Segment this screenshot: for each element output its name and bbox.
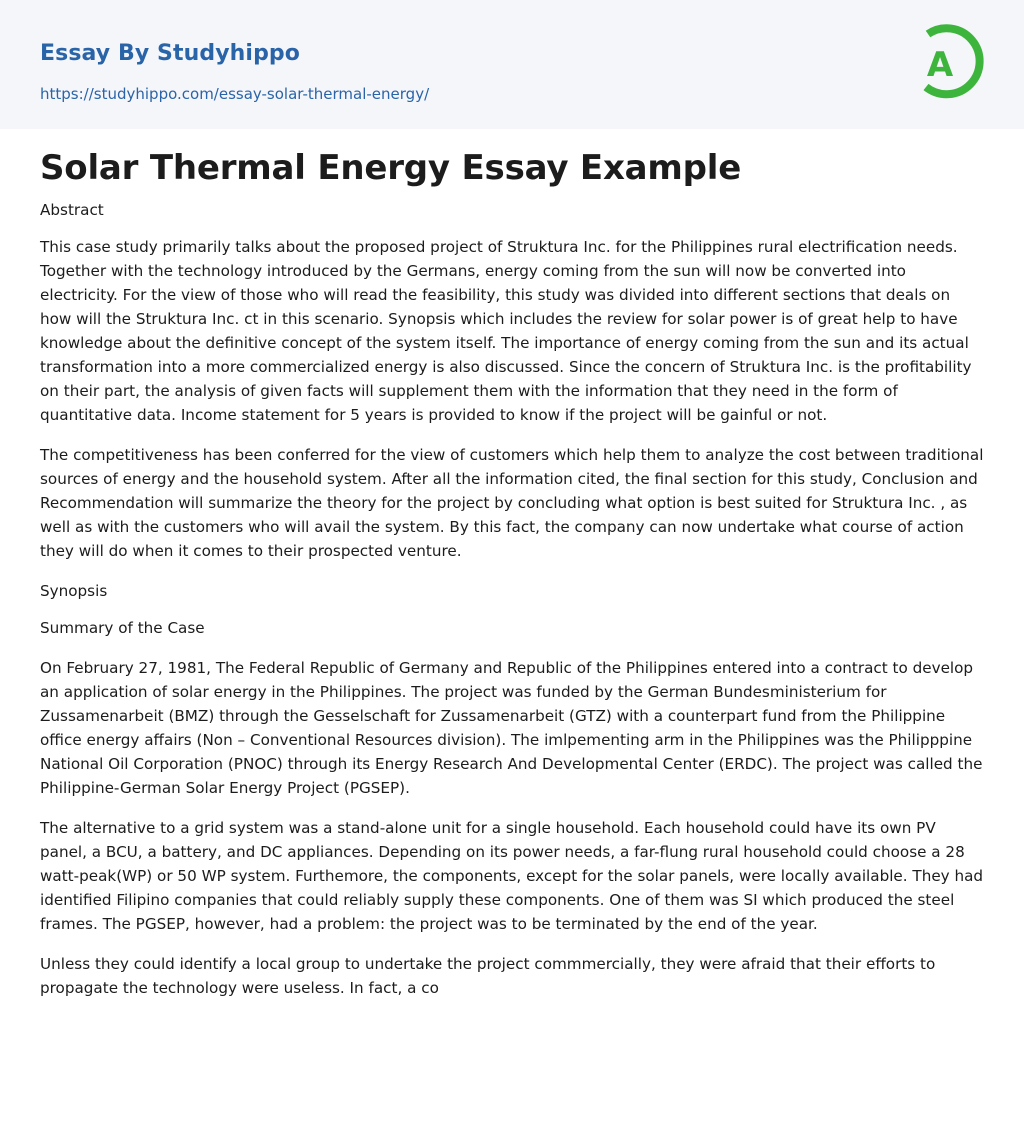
paragraph-3: On February 27, 1981, The Federal Republic of Germany and Republic of the Philippines entered into a contract to develop an application of solar energy in the Philippines. The project was funded by the German Bundesministerium for Zussamenarbeit (BMZ) through the Gesselschaft for Zussamenarbeit (GTZ) with a counterpart fund from the Philippine office energy affairs (Non – Conventional Resources division). The imlpementing arm in the Philippines was the Philipppine National Oil Corporation (PNOC) through its Energy Research And Developmental Center (ERDC). The project was called the Philippine-German Solar Energy Project (PGSEP). [40,659,983,797]
synopsis-heading: Synopsis [40,582,108,600]
page-title: Solar Thermal Energy Essay Example [40,148,742,188]
logo-letter: A [926,45,954,85]
paragraph-2: The competitiveness has been conferred for the view of customers which help them to analyze the cost between traditional sources of energy and the household system. After all the information cited, the final section for this study, Conclusion and Recommendation will summarize the theory for the project by concluding what option is best suited for Struktura Inc. , as well as with the customers who will avail the system. By this fact, the company can now undertake what course of action they will do when it comes to their prospected venture. [40,446,984,560]
brand-title[interactable]: Essay By Studyhippo [40,41,300,66]
paragraph-5: Unless they could identify a local group to undertake the project commmercially, they were afraid that their efforts to propagate the technology were useless. In fact, a co [40,955,936,997]
site-header [0,0,1024,129]
essay-url-link[interactable]: https://studyhippo.com/essay-solar-thermal-energy/ [40,85,430,103]
summary-heading: Summary of the Case [40,619,205,637]
article [40,140,985,1000]
paragraph-4: The alternative to a grid system was a stand-alone unit for a single household. Each household could have its own PV panel, a BCU, a battery, and DC appliances. Depending on its power needs, a far-flung rural household could choose a 28 watt-peak(WP) or 50 WP system. Furthemore, the components, except for the solar panels, were locally available. They had identified Filipino companies that could reliably supply these components. One of them was SI which produced the steel frames. The PGSEP, however, had a problem: the project was to be terminated by the end of the year. [40,819,984,933]
abstract-heading: Abstract [40,201,104,219]
studyhippo-logo-icon[interactable] [912,19,986,105]
paragraph-1: This case study primarily talks about the proposed project of Struktura Inc. for the Philippines rural electrification needs. Together with the technology introduced by the Germans, energy coming from the sun will now be converted into electricity. For the view of those who will read the feasibility, this study was divided into different sections that deals on how will the Struktura Inc. ct in this scenario. Synopsis which includes the review for solar power is of great help to have knowledge about the definitive concept of the system itself. The importance of energy coming from the sun and its actual transformation into a more commercialized energy is also discussed. Since the concern of Struktura Inc. is the profitability on their part, the analysis of given facts will supplement them with the information that they need in the form of quantitative data. Income statement for 5 years is provided to know if the project will be gainful or not. [40,238,972,424]
